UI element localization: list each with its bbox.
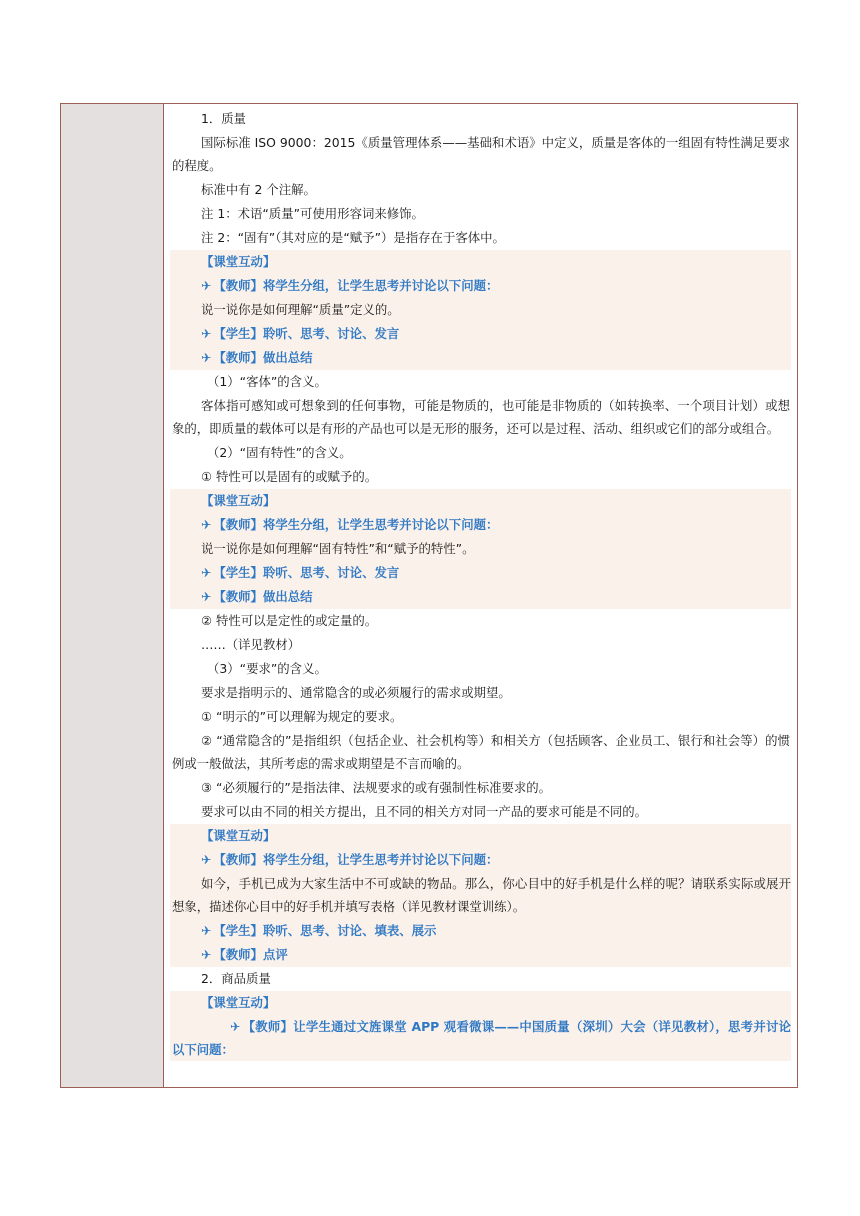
action-text: 【教师】将学生分组，让学生思考并讨论以下问题：: [213, 852, 499, 867]
text-line: ② 特性可以是定性的或定量的。: [201, 613, 378, 628]
subheading: （3）“要求”的含义。: [207, 661, 327, 676]
subheading: （2）“固有特性”的含义。: [207, 445, 352, 460]
text-line: 要求是指明示的、通常隐含的或必须履行的需求或期望。: [201, 685, 511, 700]
airplane-icon: ✈: [201, 565, 212, 580]
airplane-icon: ✈: [201, 350, 212, 365]
text-line: 要求可以由不同的相关方提出，且不同的相关方对同一产品的要求可能是不同的。: [201, 804, 648, 819]
action-item: [172, 274, 791, 298]
airplane-icon: ✈: [230, 1019, 241, 1034]
label-column: [61, 104, 164, 1087]
interaction-box: [170, 250, 791, 370]
action-text: 【教师】点评: [213, 947, 288, 962]
action-item: [172, 919, 791, 943]
airplane-icon: ✈: [201, 326, 212, 341]
airplane-icon: ✈: [201, 923, 212, 938]
action-text: 【学生】聆听、思考、讨论、填表、展示: [213, 923, 437, 938]
text-line: ① “明示的”可以理解为规定的要求。: [201, 709, 403, 724]
action-text: 【学生】聆听、思考、讨论、发言: [213, 326, 400, 341]
airplane-icon: ✈: [201, 852, 212, 867]
action-text: 【教师】让学生通过文旌课堂 APP 观看微课——中国质量（深圳）大会（详见教材），思考并讨论以下问题：: [172, 1019, 791, 1057]
interaction-title: 【课堂互动】: [201, 254, 276, 269]
lesson-table: [60, 103, 798, 1088]
question-text: 说一说你是如何理解“质量”定义的。: [201, 302, 400, 317]
airplane-icon: ✈: [201, 517, 212, 532]
action-text: 【学生】聆听、思考、讨论、发言: [213, 565, 400, 580]
action-item: [172, 848, 791, 872]
subheading: （1）“客体”的含义。: [207, 374, 327, 389]
action-item: [172, 346, 791, 370]
text-line: 1．质量: [201, 111, 247, 126]
paragraph: ② “通常隐含的”是指组织（包括企业、社会机构等）和相关方（包括顾客、企业员工、银行和社会等）的惯例或一般做法，其所考虑的需求或期望是不言而喻的。: [172, 733, 790, 771]
paragraph: 客体指可感知或可想象到的任何事物，可能是物质的，也可能是非物质的（如转换率、一个项目计划）或想象的，即质量的载体可以是有形的产品也可以是无形的服务，还可以是过程、活动、组织或它们的部分或组合。: [172, 398, 790, 436]
text-line: ③ “必须履行的”是指法律、法规要求的或有强制性标准要求的。: [201, 780, 552, 795]
action-text: 【教师】做出总结: [213, 589, 313, 604]
text-line: ……（详见教材）: [201, 637, 301, 652]
question-text: 说一说你是如何理解“固有特性”和“赋予的特性”。: [201, 541, 475, 556]
airplane-icon: ✈: [201, 589, 212, 604]
action-item: [172, 513, 791, 537]
action-item: [172, 585, 791, 609]
airplane-icon: ✈: [201, 947, 212, 962]
text-line: 2．商品质量: [201, 971, 271, 986]
interaction-box: [170, 489, 791, 609]
paragraph: 国际标准 ISO 9000：2015《质量管理体系——基础和术语》中定义，质量是客体的一组固有特性满足要求的程度。: [172, 135, 790, 173]
action-text: 【教师】将学生分组，让学生思考并讨论以下问题：: [213, 517, 499, 532]
interaction-box: [170, 991, 791, 1061]
action-item: [172, 561, 791, 585]
action-text: 【教师】做出总结: [213, 350, 313, 365]
question-paragraph: 如今，手机已成为大家生活中不可或缺的物品。那么，你心目中的好手机是什么样的呢？请联系实际或展开想象，描述你心目中的好手机并填写表格（详见教材课堂训练）。: [172, 876, 791, 914]
content-column: [164, 104, 797, 1087]
action-item: [172, 322, 791, 346]
text-line: 注 2：“固有”（其对应的是“赋予”）是指存在于客体中。: [201, 230, 505, 245]
interaction-title: 【课堂互动】: [201, 828, 276, 843]
text-line: 注 1：术语“质量”可使用形容词来修饰。: [201, 206, 424, 221]
interaction-box: [170, 824, 791, 967]
airplane-icon: ✈: [201, 278, 212, 293]
text-line: ① 特性可以是固有的或赋予的。: [201, 469, 378, 484]
interaction-title: 【课堂互动】: [201, 493, 276, 508]
interaction-title: 【课堂互动】: [201, 995, 276, 1010]
action-item: [172, 943, 791, 967]
text-line: 标准中有 2 个注解。: [201, 182, 316, 197]
action-item: [172, 1016, 791, 1061]
action-text: 【教师】将学生分组，让学生思考并讨论以下问题：: [213, 278, 499, 293]
